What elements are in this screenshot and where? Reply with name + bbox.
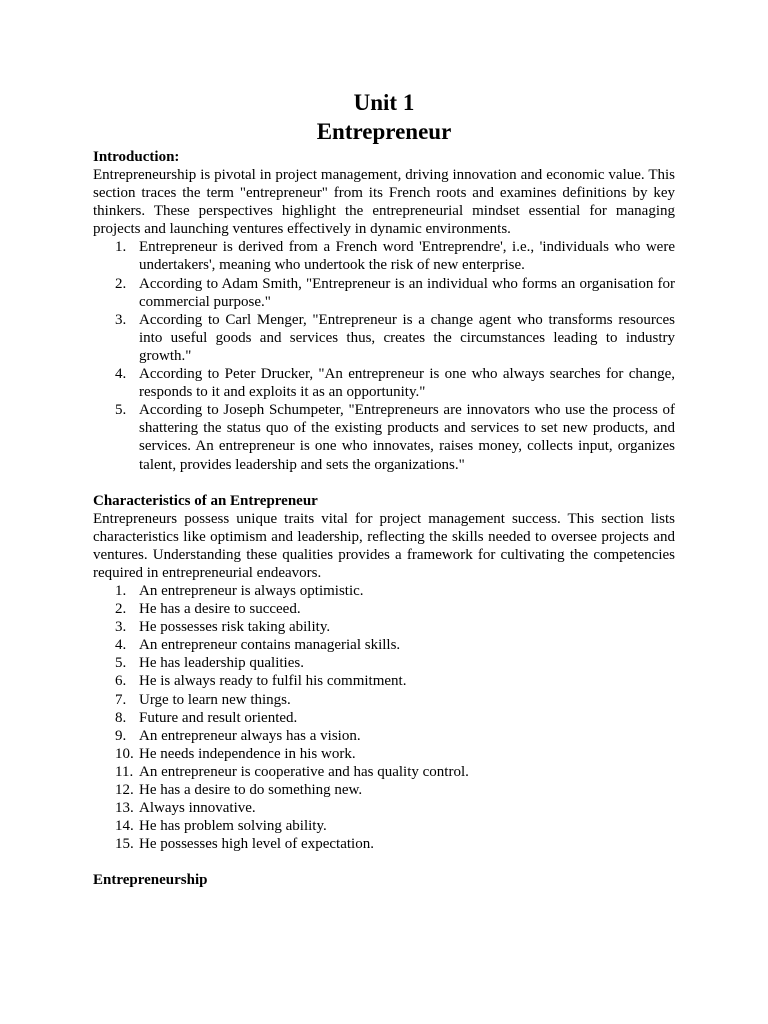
list-item-text: He possesses risk taking ability.	[139, 619, 331, 636]
list-item	[93, 799, 675, 817]
list-item-text: An entrepreneur is always optimistic.	[139, 582, 364, 599]
list-item	[93, 365, 675, 401]
list-item-number: 3.	[115, 619, 127, 636]
list-item	[93, 745, 675, 763]
list-item-number: 7.	[115, 691, 127, 708]
list-item	[93, 618, 675, 636]
list-item-number: 13.	[115, 800, 134, 817]
list-item	[93, 691, 675, 709]
list-item-text: He needs independence in his work.	[139, 745, 356, 762]
list-item-text: An entrepreneur contains managerial skills.	[139, 637, 401, 654]
list-item-text: Always innovative.	[139, 800, 256, 817]
characteristics-paragraph: Entrepreneurs possess unique traits vital for project management success. This section lists characteristics like optimism and leadership, reflecting the skills needed to oversee projects and ventures. Understanding these qualities provides a framework for cultivating the competencies required in entrepreneurial endeavors.	[93, 510, 675, 581]
list-item-number: 8.	[115, 709, 127, 726]
introduction-heading: Introduction:	[93, 149, 180, 165]
list-item	[93, 781, 675, 799]
list-item-text: He has a desire to succeed.	[139, 601, 301, 618]
list-item	[93, 654, 675, 672]
list-item-text: He is always ready to fulfil his commitment.	[139, 673, 407, 690]
introduction-section	[93, 148, 675, 474]
list-item	[93, 835, 675, 853]
list-item-text: According to Carl Menger, "Entrepreneur is a change agent who transforms resources into useful goods and services thus, creates the circumstances leading to industry growth."	[139, 311, 675, 364]
characteristics-section	[93, 492, 675, 854]
list-item	[93, 311, 675, 365]
characteristics-list	[93, 582, 675, 853]
list-item-text: According to Joseph Schumpeter, "Entrepreneurs are innovators who use the process of shattering the status quo of the existing products and services to set new products, and services. An entrepreneur is one who innovates, raises money, collects input, organizes talent, provides leadership and sets the organizations."	[139, 402, 675, 473]
list-item	[93, 238, 675, 274]
list-item-number: 2.	[115, 275, 127, 292]
entrepreneurship-section	[93, 871, 675, 889]
list-item	[93, 582, 675, 600]
list-item-text: An entrepreneur always has a vision.	[139, 727, 361, 744]
definitions-list	[93, 238, 675, 473]
section-spacer	[93, 853, 675, 871]
list-item	[93, 636, 675, 654]
list-item-text: He has leadership qualities.	[139, 655, 304, 672]
list-item-number: 9.	[115, 727, 127, 744]
list-item-number: 4.	[115, 366, 127, 383]
list-item-number: 12.	[115, 782, 134, 798]
list-item-text: According to Peter Drucker, "An entrepreneur is one who always searches for change, responds to it and exploits it as an opportunity."	[139, 366, 675, 401]
list-item-text: According to Adam Smith, "Entrepreneur is an individual who forms an organisation for commercial purpose."	[139, 275, 675, 310]
list-item-number: 6.	[115, 673, 127, 690]
list-item-number: 2.	[115, 601, 127, 618]
unit-label: Unit 1	[353, 90, 415, 115]
document-page	[93, 88, 675, 889]
section-spacer	[93, 474, 675, 492]
list-item	[93, 709, 675, 727]
list-item-text: He has problem solving ability.	[139, 818, 327, 835]
list-item	[93, 817, 675, 835]
list-item-number: 4.	[115, 637, 127, 654]
list-item-number: 11.	[115, 763, 134, 780]
characteristics-heading: Characteristics of an Entrepreneur	[93, 492, 318, 509]
list-item-text: Future and result oriented.	[139, 709, 298, 726]
entrepreneurship-heading: Entrepreneurship	[93, 872, 208, 889]
list-item-text: Urge to learn new things.	[139, 691, 291, 708]
list-item-number: 5.	[115, 655, 127, 672]
list-item	[93, 672, 675, 690]
introduction-paragraph: Entrepreneurship is pivotal in project management, driving innovation and economic value. This section traces the term "entrepreneur" from its French roots and examines definitions by key thinkers. These perspectives highlight the entrepreneurial mindset essential for managing projects and launching ventures effectively in dynamic environments.	[93, 167, 675, 238]
list-item-number: 1.	[115, 239, 127, 256]
page-title: Entrepreneur	[316, 119, 452, 144]
list-item-text: He has a desire to do something new.	[139, 782, 363, 798]
list-item-number: 15.	[115, 836, 134, 853]
list-item-number: 10.	[115, 745, 134, 762]
list-item-number: 14.	[115, 818, 134, 835]
list-item-text: Entrepreneur is derived from a French word 'Entreprendre', i.e., 'individuals who were undertakers', meaning who undertook the risk of new enterprise.	[139, 239, 675, 274]
list-item-number: 3.	[115, 311, 127, 328]
list-item	[93, 763, 675, 781]
list-item	[93, 275, 675, 311]
list-item	[93, 600, 675, 618]
list-item-text: An entrepreneur is cooperative and has quality control.	[139, 763, 469, 780]
list-item-number: 5.	[115, 402, 127, 419]
list-item	[93, 727, 675, 745]
list-item-text: He possesses high level of expectation.	[139, 836, 374, 853]
list-item	[93, 401, 675, 473]
list-item-number: 1.	[115, 582, 127, 599]
